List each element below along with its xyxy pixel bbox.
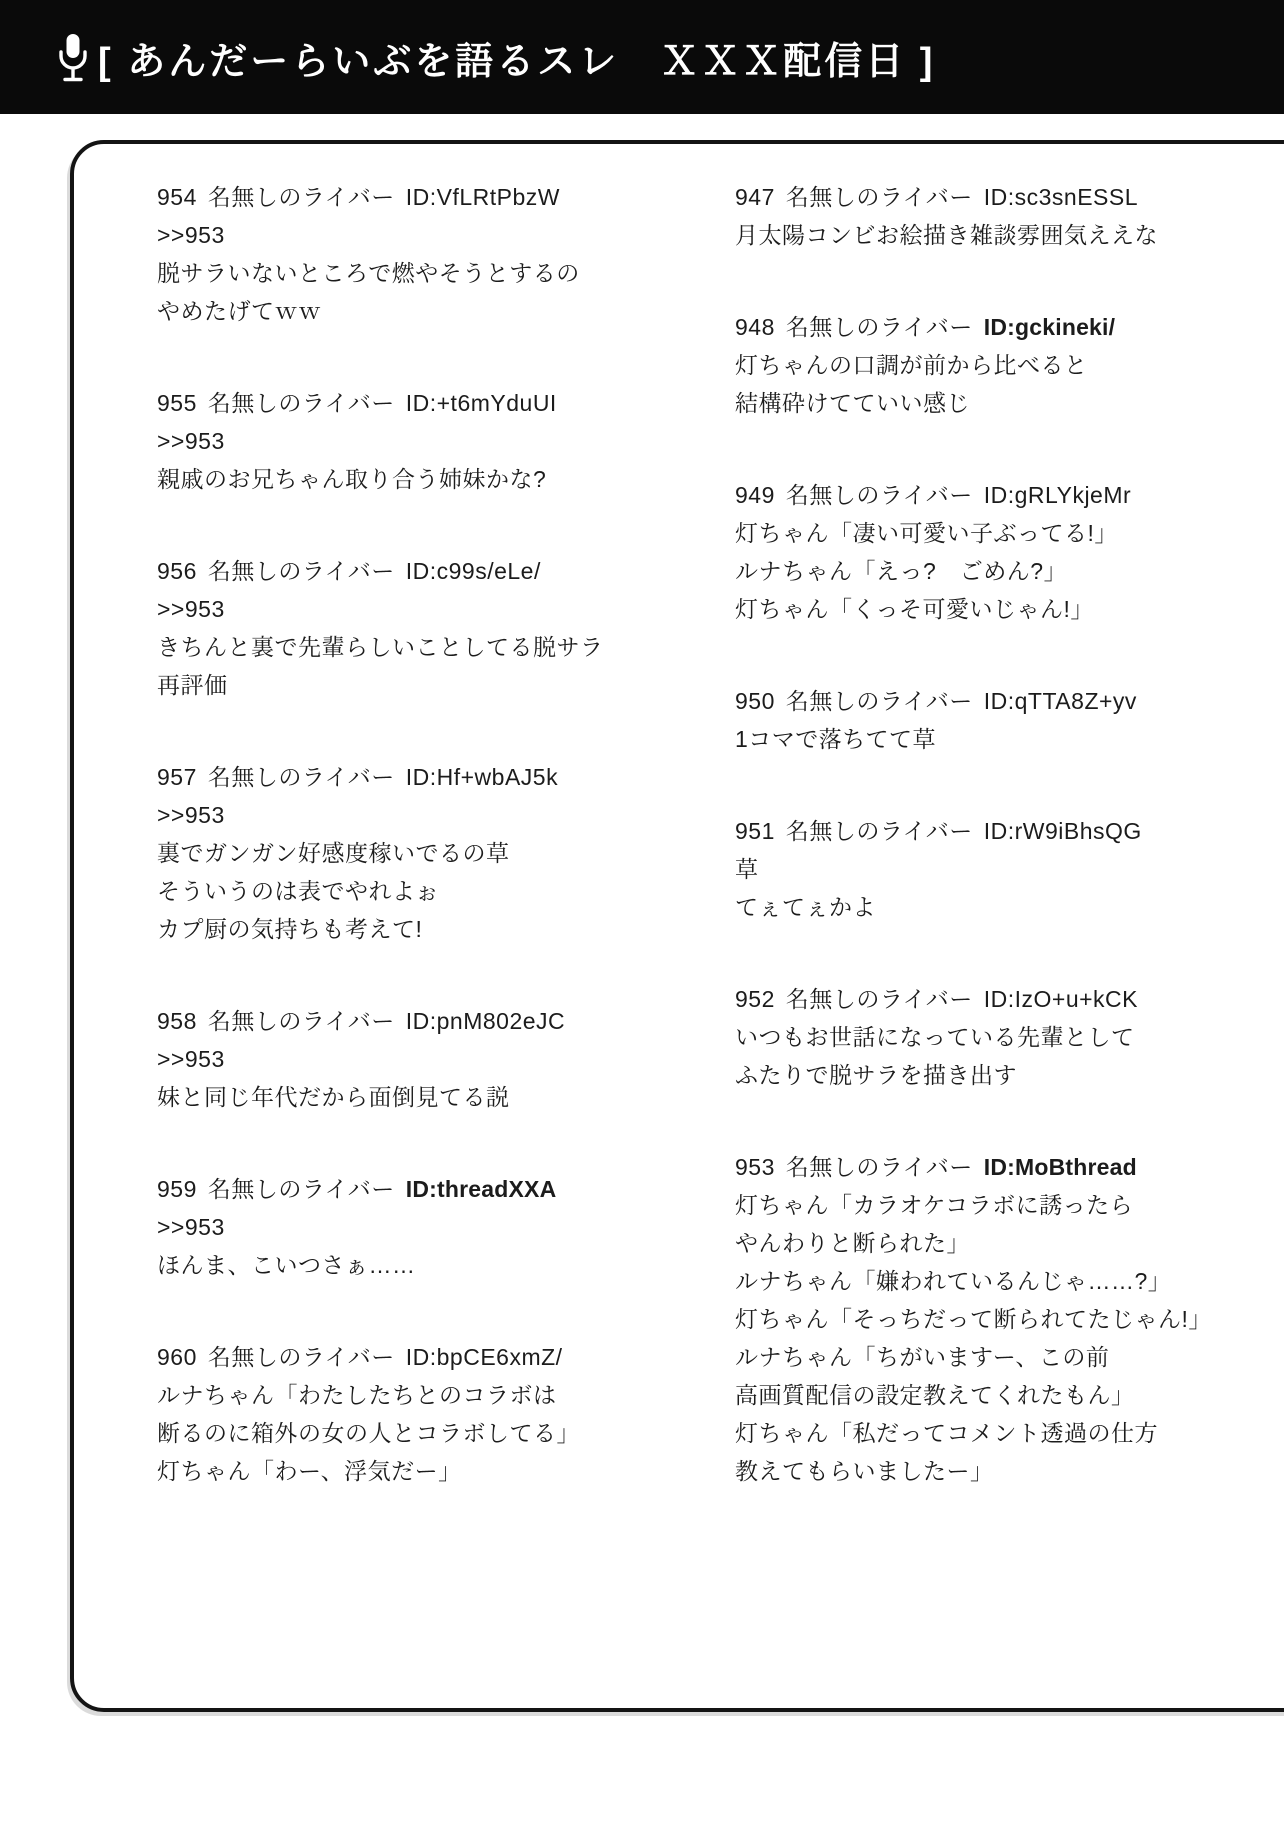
post-number: 960 <box>157 1344 197 1370</box>
post-author: 名無しのライバー <box>207 764 395 790</box>
post-line: 断るのに箱外の女の人とコラボしてる」 <box>157 1420 580 1446</box>
post-id: ID:sc3snESSL <box>983 184 1139 210</box>
post-line: 1コマで落ちてて草 <box>735 726 937 752</box>
post-reply-anchor: >>953 <box>157 1214 225 1240</box>
post-reply-anchor: >>953 <box>157 428 225 454</box>
post-line: やんわりと断られた」 <box>735 1230 970 1256</box>
post-id: ID:MoBthread <box>983 1154 1137 1180</box>
post-line: ふたりで脱サラを描き出す <box>735 1062 1017 1088</box>
thread-post <box>157 1002 627 1116</box>
post-line: ルナちゃん「わたしたちとのコラボは <box>157 1382 557 1408</box>
post-line: いつもお世話になっている先輩として <box>735 1024 1135 1050</box>
post-number: 955 <box>157 390 197 416</box>
thread-post <box>157 758 627 948</box>
microphone-icon <box>58 32 88 84</box>
post-line: 親戚のお兄ちゃん取り合う姉妹かな? <box>157 466 547 492</box>
thread-post <box>157 552 627 704</box>
post-line: きちんと裏で先輩らしいことしてる脱サラ <box>157 634 604 660</box>
post-author: 名無しのライバー <box>207 390 395 416</box>
post-number: 956 <box>157 558 197 584</box>
post-header <box>735 1148 1205 1186</box>
post-number: 950 <box>735 688 775 714</box>
thread-post <box>157 1170 627 1284</box>
post-line: カプ厨の気持ちも考えて! <box>157 916 423 942</box>
post-reply-anchor: >>953 <box>157 222 225 248</box>
post-number: 949 <box>735 482 775 508</box>
post-author: 名無しのライバー <box>785 688 973 714</box>
post-author: 名無しのライバー <box>785 314 973 340</box>
post-id: ID:c99s/eLe/ <box>405 558 541 584</box>
thread-post <box>735 178 1205 254</box>
post-number: 957 <box>157 764 197 790</box>
post-line: 灯ちゃん「そっちだって断られてたじゃん!」 <box>735 1306 1212 1332</box>
post-id: ID:VfLRtPbzW <box>405 184 560 210</box>
thread-column-left <box>157 178 627 1544</box>
post-number: 958 <box>157 1008 197 1034</box>
post-line: 妹と同じ年代だから面倒見てる説 <box>157 1084 510 1110</box>
post-line: 裏でガンガン好感度稼いでるの草 <box>157 840 510 866</box>
post-number: 947 <box>735 184 775 210</box>
post-id: ID:threadXXA <box>405 1176 557 1202</box>
post-line: 灯ちゃん「私だってコメント透過の仕方 <box>735 1420 1158 1446</box>
post-line: 灯ちゃん「カラオケコラボに誘ったら <box>735 1192 1134 1218</box>
post-header <box>157 1002 627 1040</box>
post-author: 名無しのライバー <box>785 184 973 210</box>
thread-post <box>157 178 627 330</box>
post-line: 月太陽コンビお絵描き雑談雰囲気ええな <box>735 222 1158 248</box>
thread-post <box>735 682 1205 758</box>
post-author: 名無しのライバー <box>207 184 395 210</box>
post-id: ID:rW9iBhsQG <box>983 818 1142 844</box>
post-header <box>735 980 1205 1018</box>
post-id: ID:IzO+u+kCK <box>983 986 1139 1012</box>
post-id: ID:pnM802eJC <box>405 1008 566 1034</box>
post-line: ルナちゃん「ちがいますー、この前 <box>735 1344 1110 1370</box>
post-author: 名無しのライバー <box>207 1344 395 1370</box>
thread-post <box>735 812 1205 926</box>
post-header <box>157 1170 627 1208</box>
post-author: 名無しのライバー <box>207 1176 395 1202</box>
post-author: 名無しのライバー <box>785 986 973 1012</box>
post-id: ID:gRLYkjeMr <box>983 482 1132 508</box>
post-line: 灯ちゃん「くっそ可愛いじゃん!」 <box>735 596 1094 622</box>
post-author: 名無しのライバー <box>785 818 973 844</box>
post-line: そういうのは表でやれよぉ <box>157 878 439 904</box>
post-header <box>735 476 1205 514</box>
post-line: 草 <box>735 856 759 882</box>
post-number: 951 <box>735 818 775 844</box>
post-header <box>735 682 1205 720</box>
post-line: 灯ちゃんの口調が前から比べると <box>735 352 1088 378</box>
post-author: 名無しのライバー <box>785 1154 973 1180</box>
post-line: 灯ちゃん「凄い可愛い子ぶってる!」 <box>735 520 1118 546</box>
thread-post <box>735 980 1205 1094</box>
thread-post <box>735 476 1205 628</box>
thread-post <box>157 1338 627 1490</box>
post-number: 959 <box>157 1176 197 1202</box>
post-line: 結構砕けてていい感じ <box>735 390 970 416</box>
page-header <box>0 0 1284 114</box>
post-header <box>157 178 627 216</box>
post-line: 脱サラいないところで燃やそうとするの <box>157 260 580 286</box>
post-id: ID:+t6mYduUI <box>405 390 557 416</box>
page-title: [ あんだーらいぶを語るスレ ＸＸＸ配信日 ] <box>98 40 936 83</box>
post-id: ID:bpCE6xmZ/ <box>405 1344 563 1370</box>
post-id: ID:gckineki/ <box>983 314 1116 340</box>
post-header <box>157 384 627 422</box>
post-author: 名無しのライバー <box>207 558 395 584</box>
thread-column-right <box>735 178 1212 1544</box>
post-header <box>735 178 1205 216</box>
post-line: ほんま、こいつさぁ…… <box>157 1252 416 1278</box>
post-number: 948 <box>735 314 775 340</box>
thread-post <box>735 308 1205 422</box>
thread-post <box>735 1148 1212 1490</box>
post-line: 教えてもらいましたー」 <box>735 1458 994 1484</box>
post-line: やめたげてｗｗ <box>157 298 322 324</box>
post-reply-anchor: >>953 <box>157 1046 225 1072</box>
post-line: 再評価 <box>157 672 228 698</box>
post-header <box>157 552 627 590</box>
post-line: 灯ちゃん「わー、浮気だー」 <box>157 1458 462 1484</box>
post-line: ルナちゃん「えっ? ごめん?」 <box>735 558 1068 584</box>
post-id: ID:qTTA8Z+yv <box>983 688 1137 714</box>
post-header <box>735 812 1205 850</box>
post-line: 高画質配信の設定教えてくれたもん」 <box>735 1382 1135 1408</box>
post-reply-anchor: >>953 <box>157 802 225 828</box>
post-author: 名無しのライバー <box>207 1008 395 1034</box>
post-header <box>157 758 627 796</box>
post-author: 名無しのライバー <box>785 482 973 508</box>
post-id: ID:Hf+wbAJ5k <box>405 764 559 790</box>
post-number: 954 <box>157 184 197 210</box>
post-reply-anchor: >>953 <box>157 596 225 622</box>
post-line: ルナちゃん「嫌われているんじゃ……?」 <box>735 1268 1172 1294</box>
post-number: 952 <box>735 986 775 1012</box>
thread-post <box>157 384 627 498</box>
post-number: 953 <box>735 1154 775 1180</box>
post-line: てぇてぇかよ <box>735 894 876 920</box>
post-header <box>157 1338 627 1376</box>
post-header <box>735 308 1205 346</box>
